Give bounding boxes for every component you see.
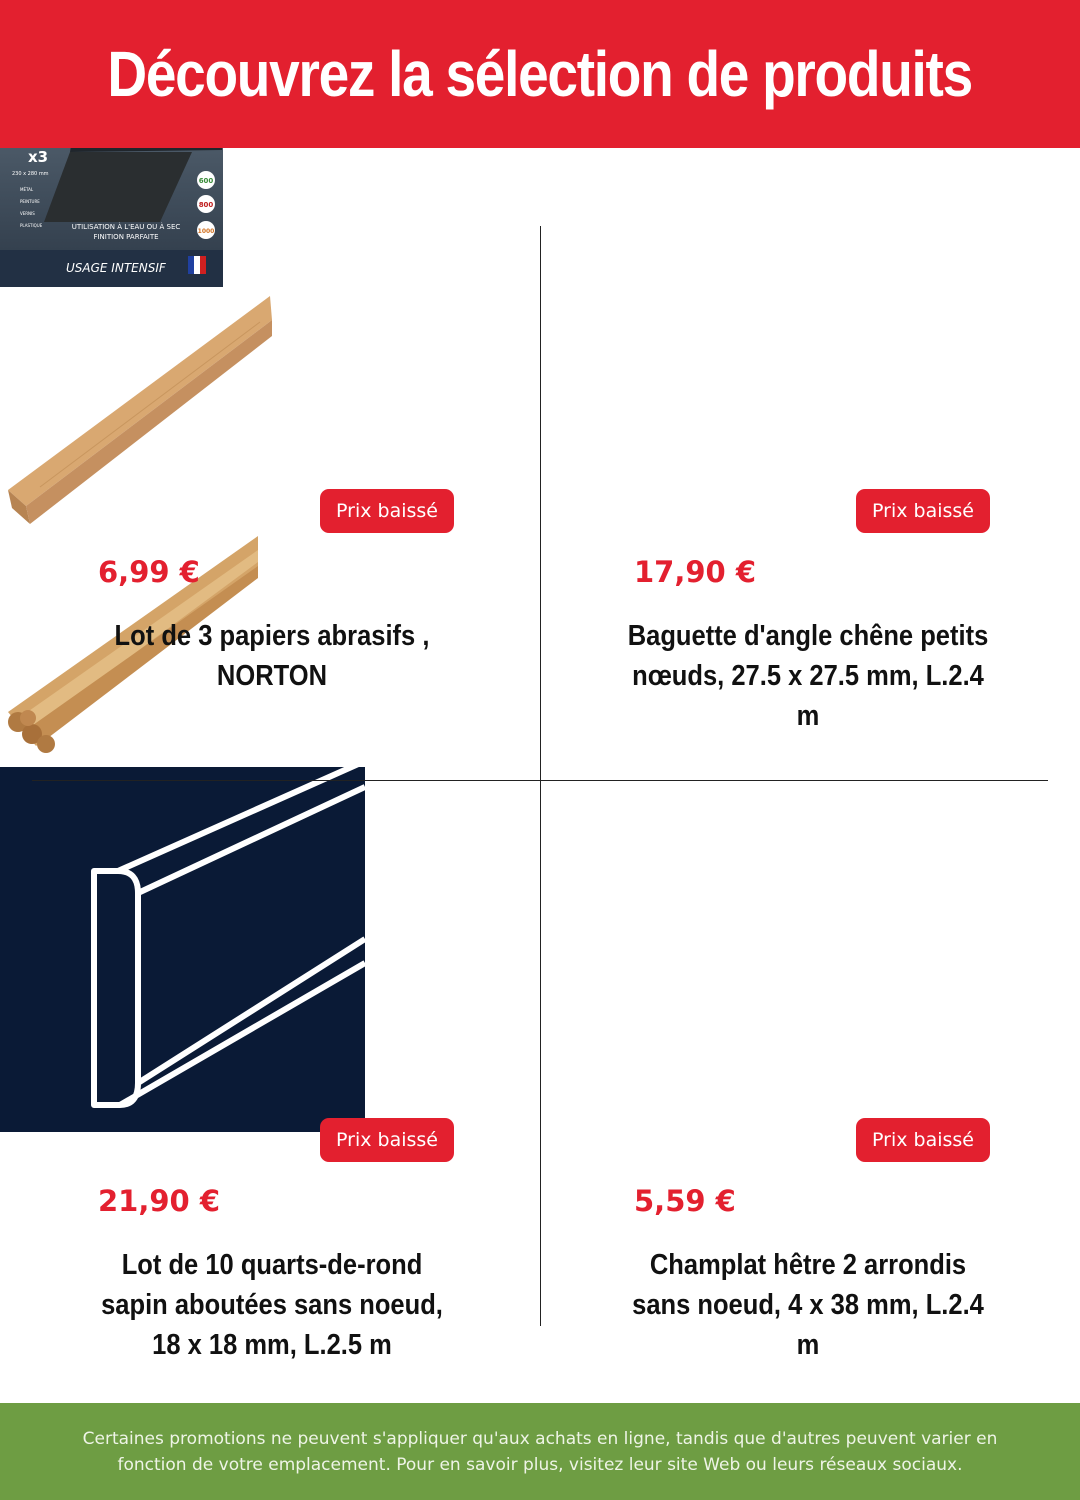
grid-divider-vertical bbox=[540, 226, 541, 1326]
page-title: Découvrez la sélection de produits bbox=[107, 38, 973, 110]
product-name[interactable]: Baguette d'angle chêne petits nœuds, 27.5 x 27.5 mm, L.2.4 m bbox=[627, 620, 989, 732]
product-price: 17,90 € bbox=[634, 555, 757, 589]
price-drop-badge: Prix baissé bbox=[856, 1118, 990, 1162]
product-name[interactable]: Champlat hêtre 2 arrondis sans noeud, 4 x 38 mm, L.2.4 m bbox=[632, 1249, 984, 1361]
product-name[interactable]: Lot de 3 papiers abrasifs , NORTON bbox=[114, 620, 430, 692]
pack-intensive: USAGE INTENSIF bbox=[66, 261, 166, 275]
pack-use-1: MÉTAL bbox=[20, 187, 34, 192]
pack-size: 230 x 280 mm bbox=[12, 171, 49, 177]
pack-grit-1: 600 bbox=[198, 177, 214, 185]
oak-corner-moulding-image bbox=[0, 292, 275, 527]
price-drop-badge: Prix baissé bbox=[320, 489, 454, 533]
product-price: 5,59 € bbox=[634, 1184, 736, 1218]
disclaimer-footer bbox=[0, 1403, 1080, 1500]
pack-usage-text: UTILISATION À L'EAU OU À SEC FINITION PARFAITE bbox=[71, 223, 181, 241]
disclaimer-text: Certaines promotions ne peuvent s'appliquer qu'aux achats en ligne, tandis que d'autres peuvent varier en fonction de votre emplacement. Pour en savoir plus, visitez leur site Web ou leurs réseaux sociaux. bbox=[82, 1428, 998, 1475]
pack-use-3: VERNIS bbox=[20, 211, 35, 216]
product-price: 6,99 € bbox=[98, 555, 200, 589]
pack-grit-2: 800 bbox=[198, 201, 214, 209]
product-price: 21,90 € bbox=[98, 1184, 221, 1218]
price-drop-badge: Prix baissé bbox=[856, 489, 990, 533]
product-name[interactable]: Lot de 10 quarts-de-rond sapin aboutées sans noeud, 18 x 18 mm, L.2.5 m bbox=[101, 1249, 443, 1361]
beech-flat-moulding-illustration bbox=[0, 767, 365, 1132]
header-banner bbox=[0, 0, 1080, 148]
pack-count: x3 bbox=[28, 148, 49, 166]
grid-divider-horizontal bbox=[32, 780, 1048, 781]
pack-use-4: PLASTIQUE bbox=[20, 223, 43, 228]
pack-grit-3: 1000 bbox=[197, 228, 215, 235]
price-drop-badge: Prix baissé bbox=[320, 1118, 454, 1162]
pack-use-2: PEINTURE bbox=[20, 199, 40, 204]
